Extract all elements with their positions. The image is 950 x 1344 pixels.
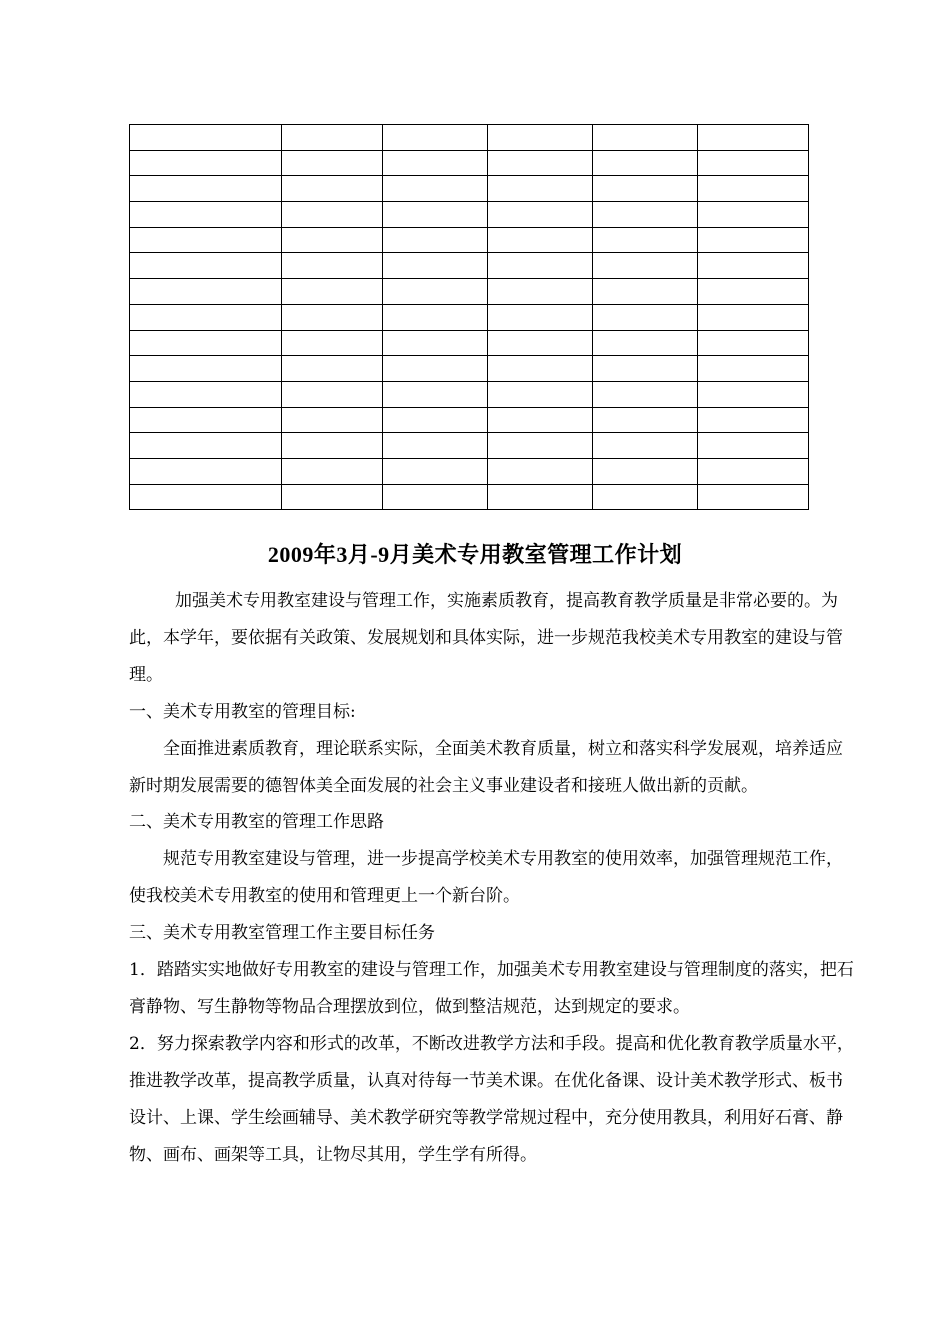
table-cell	[130, 304, 282, 330]
table-cell	[130, 484, 282, 510]
table-cell	[593, 407, 698, 433]
table-cell	[698, 253, 809, 279]
table-cell	[488, 253, 593, 279]
table-row	[130, 304, 809, 330]
table-cell	[698, 202, 809, 228]
table-cell	[698, 381, 809, 407]
table-cell	[488, 356, 593, 382]
table-cell	[282, 458, 383, 484]
table-cell	[282, 330, 383, 356]
table-cell	[488, 227, 593, 253]
table-cell	[488, 304, 593, 330]
table-cell	[383, 407, 488, 433]
table-cell	[488, 330, 593, 356]
table-cell	[130, 381, 282, 407]
table-cell	[488, 433, 593, 459]
table-cell	[282, 304, 383, 330]
table-row	[130, 381, 809, 407]
table-cell	[698, 176, 809, 202]
table-cell	[383, 253, 488, 279]
table-cell	[282, 356, 383, 382]
section-heading-1: 一、美术专用教室的管理目标:	[129, 701, 356, 722]
table-cell	[593, 330, 698, 356]
table-row	[130, 458, 809, 484]
table-cell	[282, 279, 383, 305]
table-cell	[488, 484, 593, 510]
table-cell	[698, 356, 809, 382]
table-cell	[282, 381, 383, 407]
table-row	[130, 484, 809, 510]
table-cell	[593, 125, 698, 151]
table-cell	[282, 202, 383, 228]
table-cell	[130, 433, 282, 459]
table-cell	[698, 150, 809, 176]
table-cell	[383, 125, 488, 151]
table-cell	[383, 176, 488, 202]
table-cell	[383, 279, 488, 305]
table-cell	[593, 227, 698, 253]
table-cell	[488, 381, 593, 407]
table-cell	[593, 356, 698, 382]
table-cell	[593, 304, 698, 330]
table-cell	[282, 150, 383, 176]
intro-paragraph: 加强美术专用教室建设与管理工作，实施素质教育，提高教育教学质量是非常必要的。为此，本学年，要依据有关政策、发展规划和具体实际，进一步规范我校美术专用教室的建设与管理。	[129, 591, 843, 685]
table-cell	[488, 279, 593, 305]
table-cell	[130, 356, 282, 382]
table-cell	[282, 125, 383, 151]
table-cell	[698, 279, 809, 305]
table-cell	[130, 458, 282, 484]
table-cell	[130, 330, 282, 356]
table-cell	[130, 202, 282, 228]
table-cell	[698, 484, 809, 510]
table-cell	[593, 279, 698, 305]
table-cell	[130, 279, 282, 305]
table-cell	[282, 253, 383, 279]
table-cell	[383, 150, 488, 176]
table-cell	[698, 407, 809, 433]
table-cell	[383, 356, 488, 382]
table-cell	[282, 176, 383, 202]
document-body	[129, 583, 859, 1174]
table-cell	[383, 381, 488, 407]
table-cell	[282, 484, 383, 510]
table-cell	[488, 176, 593, 202]
section-1-paragraph: 全面推进素质教育，理论联系实际，全面美术教育质量，树立和落实科学发展观，培养适应新时期发展需要的德智体美全面发展的社会主义事业建设者和接班人做出新的贡献。	[129, 738, 843, 796]
table-cell	[593, 458, 698, 484]
table-cell	[130, 407, 282, 433]
table-cell	[593, 202, 698, 228]
table-row	[130, 433, 809, 459]
table-cell	[593, 176, 698, 202]
table-row	[130, 253, 809, 279]
table-cell	[698, 304, 809, 330]
table-cell	[383, 202, 488, 228]
table-cell	[282, 433, 383, 459]
table-cell	[593, 253, 698, 279]
table-cell	[593, 433, 698, 459]
empty-table	[129, 124, 809, 510]
table-cell	[698, 330, 809, 356]
task-item-1: 1．踏踏实实地做好专用教室的建设与管理工作，加强美术专用教室建设与管理制度的落实，把石膏静物、写生静物等物品合理摆放到位，做到整洁规范，达到规定的要求。	[129, 960, 854, 1017]
table-cell	[282, 407, 383, 433]
table-row	[130, 227, 809, 253]
table-cell	[383, 433, 488, 459]
table-cell	[488, 458, 593, 484]
table-row	[130, 125, 809, 151]
table-cell	[698, 458, 809, 484]
table-row	[130, 330, 809, 356]
table-row	[130, 407, 809, 433]
task-item-2: 2．努力探索教学内容和形式的改革，不断改进教学方法和手段。提高和优化教育教学质量水平，推进教学改革，提高教学质量，认真对待每一节美术课。在优化备课、设计美术教学形式、板书设计、上课、学生绘画辅导、美术教学研究等教学常规过程中，充分使用教具，利用好石膏、静物、画布、画架等工具，让物尽其用，学生学有所得。	[129, 1033, 854, 1165]
table-cell	[488, 202, 593, 228]
table-cell	[488, 150, 593, 176]
section-heading-3: 三、美术专用教室管理工作主要目标任务	[129, 923, 435, 944]
table-cell	[593, 381, 698, 407]
table-cell	[488, 125, 593, 151]
table-cell	[698, 227, 809, 253]
table-cell	[130, 227, 282, 253]
table-cell	[698, 433, 809, 459]
table-cell	[383, 330, 488, 356]
table-cell	[282, 227, 383, 253]
table-cell	[593, 150, 698, 176]
table-row	[130, 202, 809, 228]
table-cell	[130, 125, 282, 151]
table-row	[130, 150, 809, 176]
section-heading-2: 二、美术专用教室的管理工作思路	[129, 812, 384, 833]
table-cell	[383, 304, 488, 330]
table-cell	[383, 484, 488, 510]
table-row	[130, 356, 809, 382]
section-2-paragraph: 规范专用教室建设与管理，进一步提高学校美术专用教室的使用效率，加强管理规范工作，使我校美术专用教室的使用和管理更上一个新台阶。	[129, 849, 843, 907]
table-cell	[383, 458, 488, 484]
document-title: 2009年3月-9月美术专用教室管理工作计划	[267, 542, 683, 567]
table-cell	[130, 176, 282, 202]
table-cell	[593, 484, 698, 510]
table-cell	[698, 125, 809, 151]
table-cell	[130, 253, 282, 279]
table-row	[130, 279, 809, 305]
table-cell	[488, 407, 593, 433]
table-cell	[130, 150, 282, 176]
table-cell	[383, 227, 488, 253]
table-row	[130, 176, 809, 202]
